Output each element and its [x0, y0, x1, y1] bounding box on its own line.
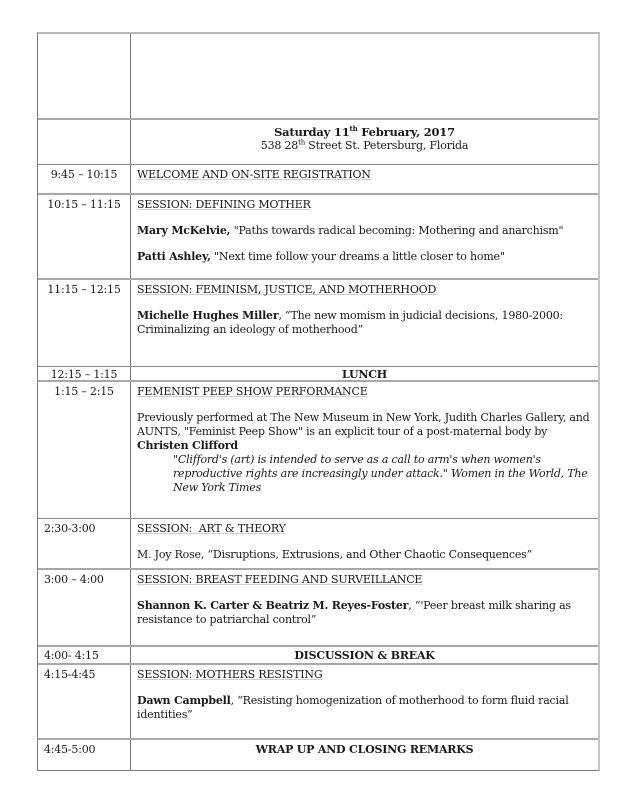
time-cell: 3:00 – 4:00 — [38, 570, 131, 645]
content-cell — [131, 34, 598, 118]
time-cell: 2:30-3:00 — [38, 519, 131, 568]
time-cell: 1:15 – 2:15 — [38, 382, 131, 518]
session-title: SESSION: DEFINING MOTHER — [137, 198, 311, 211]
table-row — [38, 367, 598, 382]
time-cell: 4:15-4:45 — [38, 665, 131, 738]
talk-title: "Next time follow your dreams a little closer to home" — [210, 250, 505, 263]
content-cell — [131, 665, 598, 738]
session-title: WELCOME AND ON-SITE REGISTRATION — [137, 168, 371, 181]
closing-banner: WRAP UP AND CLOSING REMARKS — [255, 743, 474, 756]
time-cell: 10:15 – 11:15 — [38, 195, 131, 278]
session-title: SESSION: ART & THEORY — [137, 522, 286, 535]
table-row — [38, 570, 598, 647]
session-title: FEMENIST PEEP SHOW PERFORMANCE — [137, 385, 368, 398]
table-row — [38, 740, 598, 770]
talk-title: "Paths towards radical becoming: Mothering and anarchism" — [230, 224, 564, 237]
talk-entry — [137, 250, 592, 264]
time-cell — [38, 34, 131, 118]
time-cell: 11:15 – 12:15 — [38, 280, 131, 366]
talk-entry — [137, 599, 592, 627]
table-row — [38, 382, 598, 519]
break-banner: LUNCH — [342, 368, 387, 381]
talk-title: M. Joy Rose, “Disruptions, Extrusions, and Other Chaotic Consequences” — [137, 548, 533, 561]
talk-entry — [137, 548, 592, 562]
break-banner: DISCUSSION & BREAK — [294, 649, 435, 662]
content-cell — [131, 570, 598, 645]
time-cell: 4:45-5:00 — [38, 740, 131, 770]
content-cell — [131, 280, 598, 366]
talk-entry — [137, 694, 592, 722]
content-cell — [131, 382, 598, 518]
talk-title: , “Resisting homogenization of motherhood to form fluid racial identities” — [137, 694, 569, 721]
speaker-name: Dawn Campbell — [137, 694, 231, 707]
session-title: SESSION: MOTHERS RESISTING — [137, 668, 323, 681]
event-address: 538 28th Street St. Petersburg, Florida — [260, 138, 469, 152]
time-cell: 9:45 – 10:15 — [38, 165, 131, 193]
content-cell — [131, 165, 598, 193]
speaker-name: Mary McKelvie, — [137, 224, 231, 237]
session-title: SESSION: BREAST FEEDING AND SURVEILLANCE — [137, 573, 423, 586]
table-row — [38, 519, 598, 570]
time-cell: 12:15 – 1:15 — [38, 367, 131, 380]
time-cell: 4:00- 4:15 — [38, 647, 131, 663]
speaker-name: Shannon K. Carter & Beatriz M. Reyes-Foster — [137, 599, 409, 612]
event-header — [131, 120, 598, 164]
press-quote: "Clifford's (art) is intended to serve as a call to arm's when women's reproductive rights are increasingly under attack." Women in the World, The New York Times — [173, 453, 588, 494]
table-row-header — [38, 120, 598, 165]
talk-title: , “'Peer breast milk sharing as resistance to patriarchal control” — [137, 599, 571, 626]
table-row — [38, 165, 598, 195]
table-row — [38, 665, 598, 740]
table-row — [38, 280, 598, 367]
table-row — [38, 647, 598, 665]
schedule-table — [37, 32, 600, 771]
table-row — [38, 195, 598, 280]
performer-name: Christen Clifford — [137, 439, 238, 452]
talk-title: , “The new momism in judicial decisions, 1980-2000: Criminalizing an ideology of motherhood” — [137, 309, 563, 336]
talk-entry — [137, 309, 592, 337]
time-cell — [38, 120, 131, 164]
event-date: Saturday 11th February, 2017 — [274, 124, 455, 139]
speaker-name: Patti Ashley, — [137, 250, 211, 263]
table-row-blank — [38, 34, 598, 120]
speaker-name: Michelle Hughes Miller — [137, 309, 279, 322]
content-cell — [131, 519, 598, 568]
session-title: SESSION: FEMINISM, JUSTICE, AND MOTHERHOOD — [137, 283, 437, 296]
talk-entry — [137, 224, 592, 238]
performance-description: Previously performed at The New Museum in New York, Judith Charles Gallery, and AUNTS, "Feminist Peep Show" is an explicit tour of a post-maternal body by — [137, 411, 590, 438]
content-cell — [131, 195, 598, 278]
